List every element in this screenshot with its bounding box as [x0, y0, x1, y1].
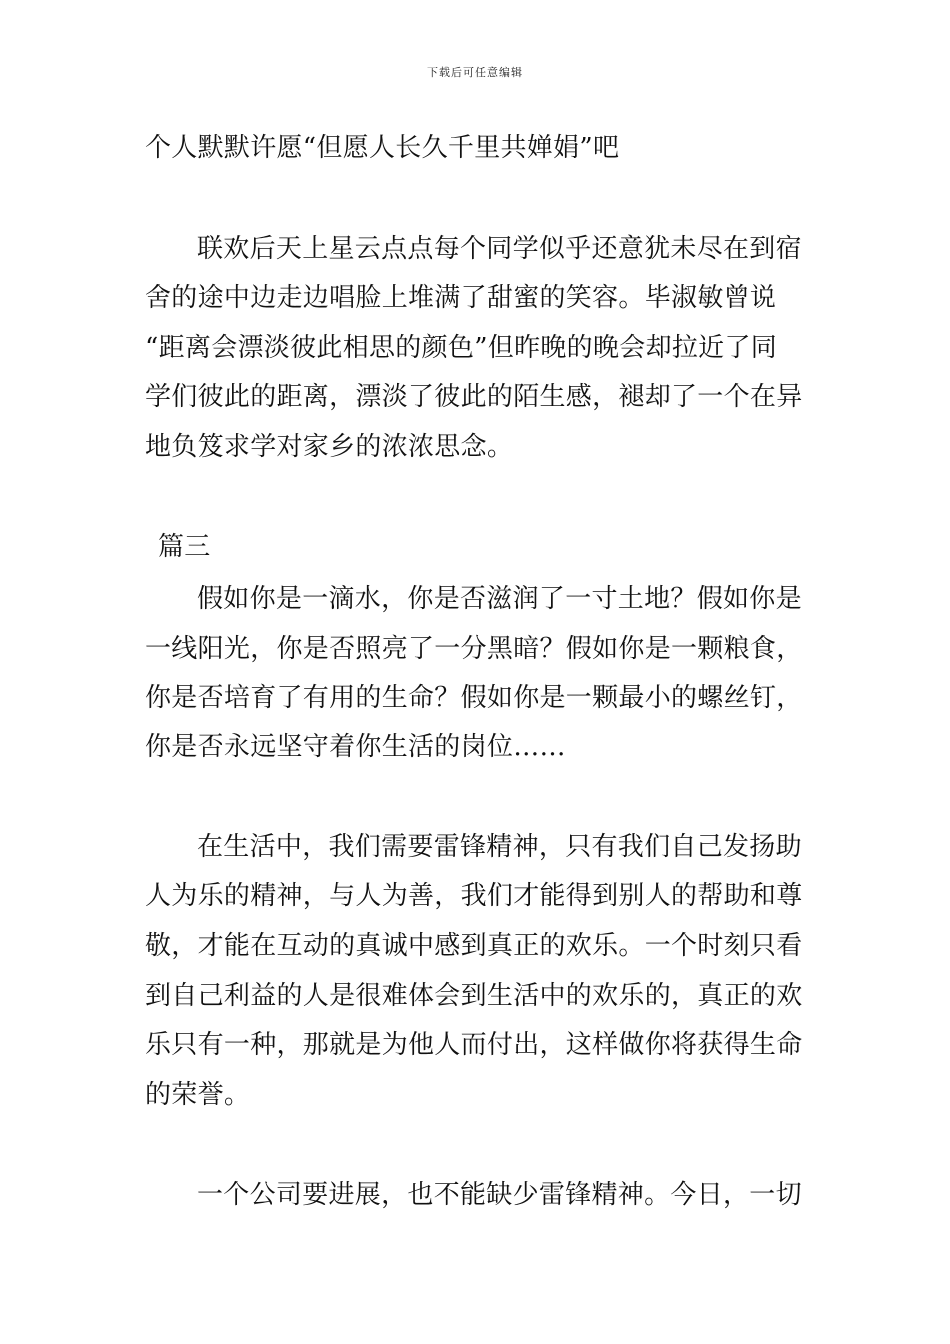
text-line: 地负笈求学对家乡的浓浓思念。: [145, 432, 514, 462]
text-line: 人为乐的精神，与人为善，我们才能得到别人的帮助和尊: [145, 881, 803, 911]
text-line: 在生活中，我们需要雷锋精神，只有我们自己发扬助: [197, 832, 802, 862]
section-heading: 篇三: [158, 532, 211, 562]
text-line: 你是否培育了有用的生命？假如你是一颗最小的螺丝钉，: [145, 683, 803, 713]
text-line: 的荣誉。: [145, 1080, 251, 1110]
text-line: 一个公司要进展，也不能缺少雷锋精神。今日，一切: [197, 1180, 802, 1210]
page-header: 下载后可任意编辑: [427, 66, 523, 79]
text-line: 敬，才能在互动的真诚中感到真正的欢乐。一个时刻只看: [145, 931, 803, 961]
text-line: 学们彼此的距离，漂淡了彼此的陌生感，褪却了一个在异: [145, 382, 803, 412]
text-line: 舍的途中边走边唱脸上堆满了甜蜜的笑容。毕淑敏曾说: [145, 283, 777, 313]
text-line: 个人默默许愿“但愿人长久千里共婵娟”吧: [145, 133, 620, 163]
text-line: 乐只有一种，那就是为他人而付出，这样做你将获得生命: [145, 1030, 803, 1060]
text-line: 联欢后天上星云点点每个同学似乎还意犹未尽在到宿: [197, 234, 802, 264]
text-line: 假如你是一滴水，你是否滋润了一寸土地？假如你是: [197, 584, 802, 614]
text-line: 一线阳光，你是否照亮了一分黑暗？假如你是一颗粮食，: [145, 634, 803, 664]
text-line: 到自己利益的人是很难体会到生活中的欢乐的，真正的欢: [145, 981, 803, 1011]
text-line: “距离会漂淡彼此相思的颜色”但昨晚的晚会却拉近了同: [145, 333, 778, 363]
text-line: 你是否永远坚守着你生活的岗位……: [145, 732, 566, 762]
